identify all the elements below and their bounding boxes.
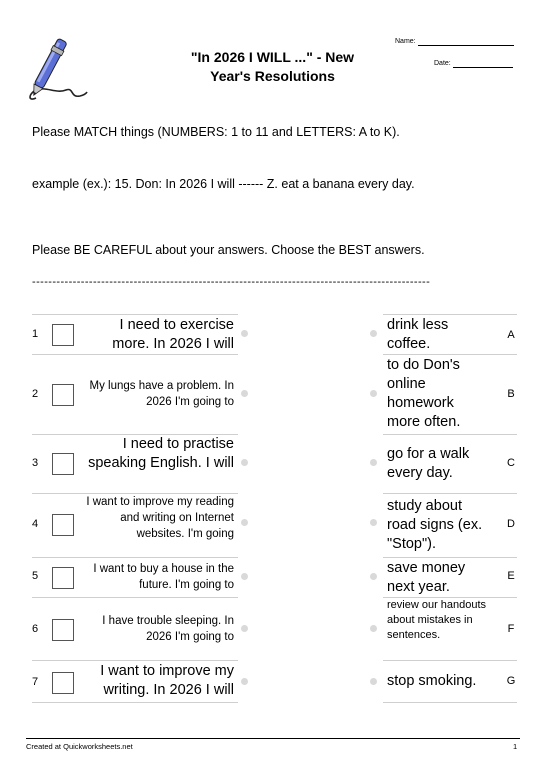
date-field: [434, 59, 513, 68]
right-item-text: save money next year.: [387, 560, 466, 595]
match-dot-left[interactable]: [241, 459, 248, 466]
match-dot-left[interactable]: [241, 678, 248, 685]
separator-dashes: --------------------------------------------------------------------------------------------------: [32, 276, 431, 288]
row-divider: [383, 557, 517, 558]
row-divider: [32, 702, 238, 703]
match-dot-right[interactable]: [370, 625, 377, 632]
row-divider: [383, 434, 517, 435]
item-number: 7: [32, 676, 39, 688]
match-dot-left[interactable]: [241, 390, 248, 397]
left-item-text: I need to practise speaking English. I will: [88, 436, 234, 471]
right-item-text: review our handouts about mistakes in sentences.: [387, 599, 487, 641]
row-divider: [32, 557, 238, 558]
row-divider: [383, 354, 517, 355]
answer-box[interactable]: [52, 324, 74, 346]
left-item-text: I want to improve my writing. In 2026 I will: [100, 663, 234, 698]
right-item-text: stop smoking.: [387, 673, 477, 689]
item-number: 1: [32, 328, 39, 340]
item-letter: F: [507, 623, 515, 635]
answer-box[interactable]: [52, 514, 74, 536]
item-letter: C: [507, 457, 515, 469]
row-divider: [32, 660, 238, 661]
right-item-text: to do Don's online homework more often.: [387, 357, 461, 430]
page-number: 1: [513, 742, 518, 751]
title-line-1: "In 2026 I WILL ..." - New: [190, 49, 355, 65]
left-item-text: I want to buy a house in the future. I'm going to: [93, 563, 234, 591]
example-instruction: example (ex.): 15. Don: In 2026 I will ------ Z. eat a banana every day.: [32, 177, 415, 191]
match-dot-right[interactable]: [370, 459, 377, 466]
match-dot-right[interactable]: [370, 390, 377, 397]
item-letter: D: [507, 518, 515, 530]
date-blank[interactable]: [453, 67, 513, 68]
item-number: 3: [32, 457, 39, 469]
match-instruction: Please MATCH things (NUMBERS: 1 to 11 and LETTERS: A to K).: [32, 125, 400, 139]
footer-divider: [26, 738, 520, 739]
item-letter: A: [507, 329, 515, 341]
answer-box[interactable]: [52, 619, 74, 641]
row-divider: [383, 702, 517, 703]
pen-logo-icon: [26, 28, 88, 104]
match-dot-left[interactable]: [241, 625, 248, 632]
match-dot-left[interactable]: [241, 519, 248, 526]
item-number: 4: [32, 518, 39, 530]
match-dot-right[interactable]: [370, 519, 377, 526]
row-divider: [383, 493, 517, 494]
left-item-text: I need to exercise more. In 2026 I will: [112, 317, 234, 352]
left-item-text: I have trouble sleeping. In 2026 I'm going to: [102, 615, 234, 643]
match-dot-right[interactable]: [370, 330, 377, 337]
match-dot-left[interactable]: [241, 330, 248, 337]
right-item-text: go for a walk every day.: [387, 446, 470, 481]
row-divider: [32, 597, 238, 598]
left-item-text: My lungs have a problem. In 2026 I'm going to: [89, 380, 234, 408]
answer-box[interactable]: [52, 453, 74, 475]
row-divider: [383, 314, 517, 315]
name-label: Name:: [395, 38, 416, 45]
left-item-text: I want to improve my reading and writing on Internet websites. I'm going: [86, 496, 234, 540]
item-letter: E: [507, 570, 515, 582]
worksheet-title: [160, 48, 385, 86]
answer-box[interactable]: [52, 672, 74, 694]
item-letter: G: [506, 675, 516, 687]
row-divider: [32, 314, 238, 315]
right-item-text: drink less coffee.: [387, 317, 449, 352]
footer-credit: Created at Quickworksheets.net: [26, 742, 133, 751]
answer-box[interactable]: [52, 567, 74, 589]
answer-box[interactable]: [52, 384, 74, 406]
careful-instruction: Please BE CAREFUL about your answers. Choose the BEST answers.: [32, 243, 425, 257]
date-label: Date:: [434, 60, 451, 67]
row-divider: [32, 354, 238, 355]
title-line-2: Year's Resolutions: [210, 68, 335, 84]
match-dot-right[interactable]: [370, 573, 377, 580]
match-dot-left[interactable]: [241, 573, 248, 580]
row-divider: [383, 660, 517, 661]
match-dot-right[interactable]: [370, 678, 377, 685]
item-number: 5: [32, 570, 39, 582]
item-number: 2: [32, 388, 39, 400]
item-number: 6: [32, 623, 39, 635]
name-blank[interactable]: [418, 45, 514, 46]
name-field: [395, 37, 514, 46]
right-item-text: study about road signs (ex. "Stop").: [387, 498, 483, 552]
item-letter: B: [507, 388, 515, 400]
